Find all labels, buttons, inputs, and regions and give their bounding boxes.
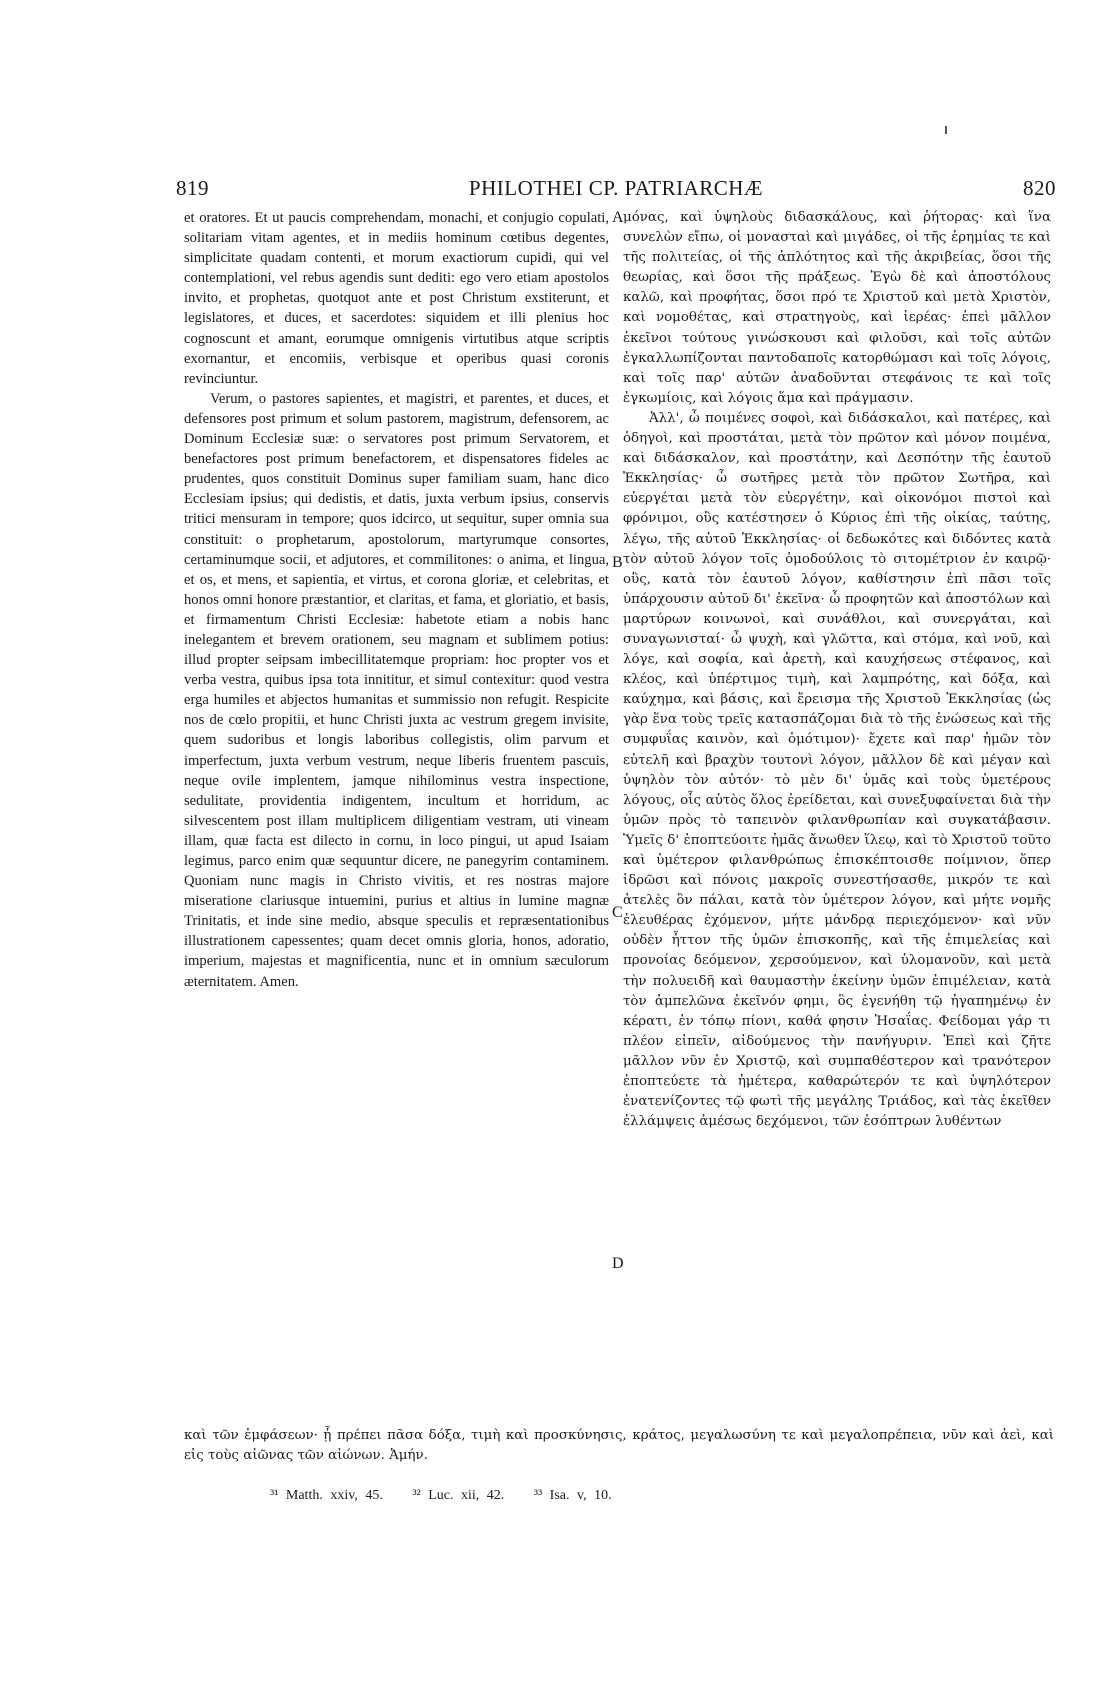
latin-paragraph-2: Verum, o pastores sapientes, et magistri, et parentes, et duces, et defensores post primum et solum pastorem, magistrum, defensorem, ac Dominum Ecclesiæ suæ: o servatores post primum Servatorem, et benefactores post primum benefactorem, et dispensatores fideles ac prudentes, quos constituit Dominus super familiam suam, hanc dico Ecclesiam ipsius; qui dedistis, et datis, juxta verbum ipsius, conservis tritici mensuram in tempore; quos idcirco, ut sequitur, super omnia sua constituit: o prophetarum, apostolorum, martyrumque consortes, certaminumque socii, et adjutores, et commilitones: o anima, et lingua, et os, et mens, et sapientia, et virtus, et corona gloriæ, et celebritas, et honos omni honore præstantior, et claritas, et fama, et gloriatio, et basis, et firmamentum Christi Ecclesiæ: habetote etiam a nobis hanc inelegantem et brevem orationem, seu magnam et sublimem potius: illud propter seipsam imbecillitatemque propriam: hoc propter vos et verba vestra, quibus ipsa tota innititur, et simul contexitur: quod vestra erga humiles et abjectos humanitas et summissio non refugit. Respicite nos de cœlo propitii, et hunc Christi juxta ac vestrum gregem invisite, quem sudoribus et longis laboribus collegistis, olim parvum et imperfectum, juxta verbum vestrum, neque liberis fruentem pascuis, neque ovile implentem, jamque nihilominus vestra inspectione, sedulitate, providentia indigentem, incultum et horridum, ac silvescentem post illam multiplicem diligentiam vestram, uti vineam illam, quæ facta est dilecto in cornu, in loco pingui, ut apud Isaiam legimus, parco enim quæ sequuntur dicere, ne panegyrim contaminem. Quoniam nunc magis in Christo vivitis, et res nostras majore miseratione clariusque intuemini, purius et altius in lumine magnæ Trinitatis, et inde sine medio, absque speculis et repræsentationibus illustrationem capessentes; quam decet omnis gloria, honos, adoratio, imperium, majestas et magnificentia, nunc et in omnium sæculorum æternitatem. Amen. bbox=[184, 390, 609, 990]
footnote-3: ³³ Isa. v, 10. bbox=[533, 1488, 612, 1503]
section-marker-b: B bbox=[612, 554, 623, 571]
latin-paragraph-1: et oratores. Et ut paucis comprehendam, monachi, et conjugio copulati, solitariam vitam agentes, et in mediis hominum cœtibus degentes, simplicitate quadam contenti, et morum exactiorum cupidi, qui vel contemplationi, vel rebus agendis sunt dediti: ego vero etiam apostolos invito, et prophetas, quotquot ante et post Christum exstiterunt, et legislatores, et duces, et sacerdotes: siquidem et illi plenius hoc cognoscunt et amant, eorumque omnigenis virtutibus atque scriptis exornantur, et encomiis, verbisque et operibus quasi coronis revinciuntur. bbox=[184, 210, 609, 387]
right-column-number: 820 bbox=[1023, 176, 1056, 200]
footnote-1: ³¹ Matth. xxiv, 45. bbox=[270, 1488, 383, 1503]
greek-paragraph-1: μόνας, καὶ ὑψηλοὺς διδασκάλους, καὶ ῥήτορας· καὶ ἵνα συνελὼν εἴπω, οἱ μονασταὶ καὶ μιγάδες, οἱ τῆς ἐρημίας τε καὶ τῆς πολιτείας, οἱ τῆς ἁπλότητος καὶ τῆς ἀκριβείας, ὅσοι τῆς θεωρίας, καὶ ὅσοι τῆς πράξεως. Ἐγὼ δὲ καὶ ἀποστόλους καλῶ, καὶ προφήτας, ὅσοι πρό τε Χριστοῦ καὶ μετὰ Χριστὸν, καὶ νομοθέτας, καὶ στρατηγοὺς, καὶ ἱερέας· ἐπεὶ μᾶλλον ἐκεῖνοι τούτους γινώσκουσι καὶ φιλοῦσι, καὶ τοῖς αὐτῶν ἐγκαλλωπίζονται παντοδαποῖς κατορθώμασι καὶ τοῖς λόγοις, καὶ τοῖς παρ' αὐτῶν ἀναδοῦνται στεφάνοις τε καὶ τοῖς ἐγκωμίοις, καὶ λόγοις ἅμα καὶ πράγμασιν. bbox=[623, 210, 1051, 406]
section-marker-c: C bbox=[612, 904, 623, 921]
print-speck bbox=[945, 126, 947, 134]
section-marker-a: A bbox=[612, 209, 624, 226]
footnote-2: ³² Luc. xii, 42. bbox=[412, 1488, 505, 1503]
greek-column bbox=[623, 208, 1051, 1132]
greek-paragraph-2: Ἀλλ', ὦ ποιμένες σοφοὶ, καὶ διδάσκαλοι, καὶ πατέρες, καὶ ὁδηγοὶ, καὶ προστάται, μετὰ τὸν πρῶτον καὶ μόνον ποιμένα, καὶ διδάσκαλον, καὶ προστάτην, καὶ Δεσπότην τῆς ἑαυτοῦ Ἐκκλησίας· ὦ σωτῆρες μετὰ τὸν πρῶτον Σωτῆρα, καὶ εὐεργέται μετὰ τὸν εὐεργέτην, καὶ οἰκονόμοι πιστοὶ καὶ φρόνιμοι, οὓς κατέστησεν ὁ Κύριος ἐπὶ τῆς οἰκίας, ταύτης, λέγω, τῆς αὐτοῦ Ἐκκλησίας· οἱ δεδωκότες καὶ διδόντες κατὰ τὸν αὐτοῦ λόγον τοῖς ὁμοδούλοις τὸ σιτομέτριον ἐν καιρῷ· οὓς, κατὰ τὸν ἑαυτοῦ λόγον, καθίστησιν ἐπὶ πᾶσι τοῖς ὑπάρχουσιν αὐτοῦ δι' ἐκεῖνα· ὦ προφητῶν καὶ ἀποστόλων καὶ μαρτύρων κοινωνοὶ, καὶ συνάθλοι, καὶ συνεργάται, καὶ συναγωνισταί· ὦ ψυχὴ, καὶ γλῶττα, καὶ στόμα, καὶ νοῦ, καὶ λόγε, καὶ σοφία, καὶ ἀρετὴ, καὶ καυχήσεως στέφανος, καὶ κλέος, καὶ ὑπέρτιμος τιμὴ, καὶ λαμπρότης, καὶ δόξα, καὶ καύχημα, καὶ βάσις, καὶ ἔρεισμα τῆς Χριστοῦ Ἐκκλησίας (ὡς γὰρ ἕνα τοὺς τρεῖς κατασπάζομαι διὰ τὸ τῆς ἑνώσεως καὶ τῆς συμφυΐας καινὸν, καὶ ὁμότιμον)· ἔχετε καὶ παρ' ἡμῶν τὸν εὐτελῆ καὶ βραχὺν τουτονὶ λόγον, μᾶλλον δὲ καὶ μέγαν καὶ ὑψηλὸν τὸν αὐτόν· τὸ μὲν δι' ὑμᾶς καὶ τοὺς ὑμετέρους λόγους, οἷς αὐτὸς ὅλος ἐρείδεται, καὶ συνεξυφαίνεται διὰ τὴν ὑμῶν πρὸς τὸ ταπεινὸν φιλανθρωπίαν καὶ συγκατάβασιν. Ὑμεῖς δ' ἐποπτεύοιτε ἡμᾶς ἄνωθεν ἵλεῳ, καὶ τὸ Χριστοῦ τοῦτο καὶ ὑμέτερον φιλανθρώπως ἐπισκέπτοισθε ποίμνιον, ὅπερ ἱδρῶσι καὶ πόνοις μακροῖς συνεστήσασθε, μικρόν τε καὶ ἀτελὲς ὂν πάλαι, κατὰ τὸν ὑμέτερον λόγον, καὶ μήτε νομῆς ἐλευθέρας ἐχόμενον, μήτε μάνδρᾳ περιεχόμενον· καὶ νῦν οὐδὲν ἧττον τῆς ὑμῶν ἐπισκοπῆς, καὶ τῆς ἐπιμελείας καὶ προνοίας δεόμενον, χερσούμενον, καὶ ὑλομανοῦν, καὶ μετὰ τὴν πολυειδῆ καὶ θαυμαστὴν ἐκείνην ὑμῶν ἐπιμέλειαν, κατὰ τὸν ἀμπελῶνα ἐκεῖνόν φημι, ὃς ἐγενήθη τῷ ἠγαπημένῳ ἐν κέρατι, ἐν τόπῳ πίονι, καθά φησιν Ἡσαΐας. Φείδομαι γάρ τι πλέον εἰπεῖν, αἰδούμενος τὴν πανήγυριν. Ἐπεὶ καὶ ζῆτε μᾶλλον νῦν ἐν Χριστῷ, καὶ συμπαθέστερον καὶ τρανότερον ἐποπτεύετε τὰ ἡμέτερα, καθαρώτερόν τε καὶ ὑψηλότερον ἐνατενίζοντες τῷ φωτὶ τῆς μεγάλης Τριάδος, καὶ τὰς ἐκεῖθεν ἐλλάμψεις ἀμέσως δεχόμενοι, τῶν ἐσόπτρων λυθέντων bbox=[623, 410, 1051, 1130]
left-column-number: 819 bbox=[176, 176, 209, 200]
greek-closing-lines: καὶ τῶν ἐμφάσεων· ᾗ πρέπει πᾶσα δόξα, τιμὴ καὶ προσκύνησις, κράτος, μεγαλωσύνη τε καὶ μεγαλοπρέπεια, νῦν καὶ ἀεὶ, καὶ εἰς τοὺς αἰῶνας τῶν αἰώνων. Ἀμήν. bbox=[184, 1428, 1054, 1463]
footnotes bbox=[270, 1488, 634, 1504]
latin-column bbox=[184, 208, 609, 992]
running-title: PHILOTHEI CP. PATRIARCHÆ bbox=[468, 176, 764, 200]
section-marker-d: D bbox=[612, 1255, 624, 1272]
page-header bbox=[176, 176, 1056, 206]
